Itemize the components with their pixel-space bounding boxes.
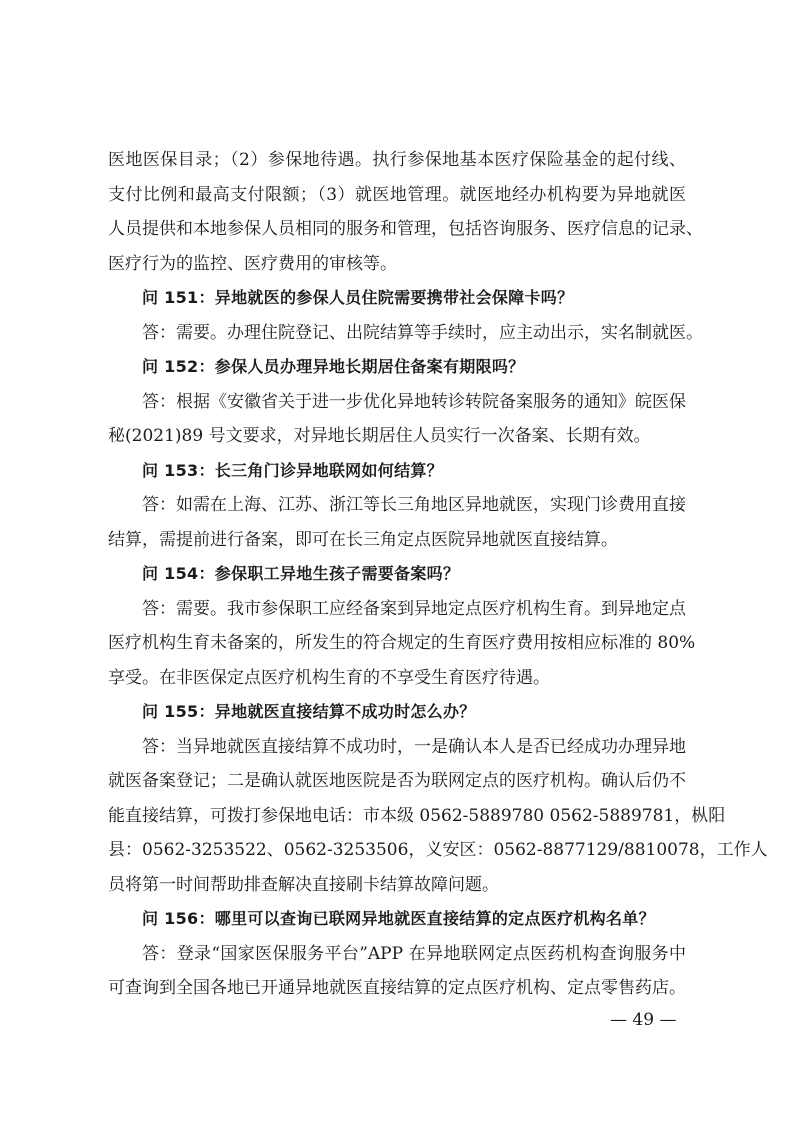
answer-153-line: 结算，需提前进行备案，即可在长三角定点医院异地就医直接结算。: [108, 529, 618, 550]
answer-154-line: 答：需要。我市参保职工应经备案到异地定点医疗机构生育。到异地定点: [142, 598, 686, 619]
answer-152-line: 秘(2021)89 号文要求，对异地长期居住人员实行一次备案、长期有效。: [108, 426, 651, 446]
answer-154-line: 享受。在非医保定点医疗机构生育的不享受生育医疗待遇。: [108, 667, 550, 688]
question-153: 问 153：长三角门诊异地联网如何结算？: [142, 460, 443, 480]
question-151: 问 151：异地就医的参保人员住院需要携带社会保障卡吗？: [142, 288, 574, 307]
intro-line: 支付比例和最高支付限额；（3）就医地管理。就医地经办机构要为异地就医: [108, 184, 686, 205]
answer-155-line: 答：当异地就医直接结算不成功时，一是确认本人是否已经成功办理异地: [142, 736, 686, 757]
answer-155-line: 员将第一时间帮助排查解决直接刷卡结算故障问题。: [108, 874, 499, 895]
intro-line: 医疗行为的监控、医疗费用的审核等。: [108, 253, 397, 274]
answer-153-line: 答：如需在上海、江苏、浙江等长三角地区异地就医，实现门诊费用直接: [142, 495, 686, 515]
intro-line: 医地医保目录；（2）参保地待遇。执行参保地基本医疗保险基金的起付线、: [108, 150, 686, 170]
page-number: — 49 —: [610, 1010, 677, 1030]
answer-154-line: 医疗机构生育未备案的，所发生的符合规定的生育医疗费用按相应标准的 80%: [108, 633, 696, 653]
question-156: 问 156：哪里可以查询已联网异地就医直接结算的定点医疗机构名单？: [142, 909, 655, 928]
answer-156-line: 可查询到全国各地已开通异地就医直接结算的定点医疗机构、定点零售药店。: [108, 978, 686, 998]
answer-151-line: 答：需要。办理住院登记、出院结算等手续时，应主动出示，实名制就医。: [142, 322, 703, 343]
answer-155-line: 县：0562-3253522、0562-3253506，义安区：0562-8877129/8810078，工作人: [108, 840, 768, 860]
answer-152-line: 答：根据《安徽省关于进一步优化异地转诊转院备案服务的通知》皖医保: [142, 391, 686, 412]
question-152: 问 152：参保人员办理异地长期居住备案有期限吗？: [142, 357, 525, 376]
question-155: 问 155：异地就医直接结算不成功时怎么办？: [142, 702, 476, 721]
answer-155-line: 能直接结算，可拨打参保地电话：市本级 0562-5889780 0562-5889781，枞阳: [108, 805, 726, 826]
question-154: 问 154：参保职工异地生孩子需要备案吗？: [142, 564, 460, 583]
answer-155-line: 就医备案登记；二是确认就医地医院是否为联网定点的医疗机构。确认后仍不: [108, 771, 686, 791]
intro-line: 人员提供和本地参保人员相同的服务和管理，包括咨询服务、医疗信息的记录、: [108, 219, 703, 239]
page-body: [108, 143, 768, 1006]
answer-156-line: 答：登录“国家医保服务平台”APP 在异地联网定点医药机构查询服务中: [142, 943, 686, 964]
